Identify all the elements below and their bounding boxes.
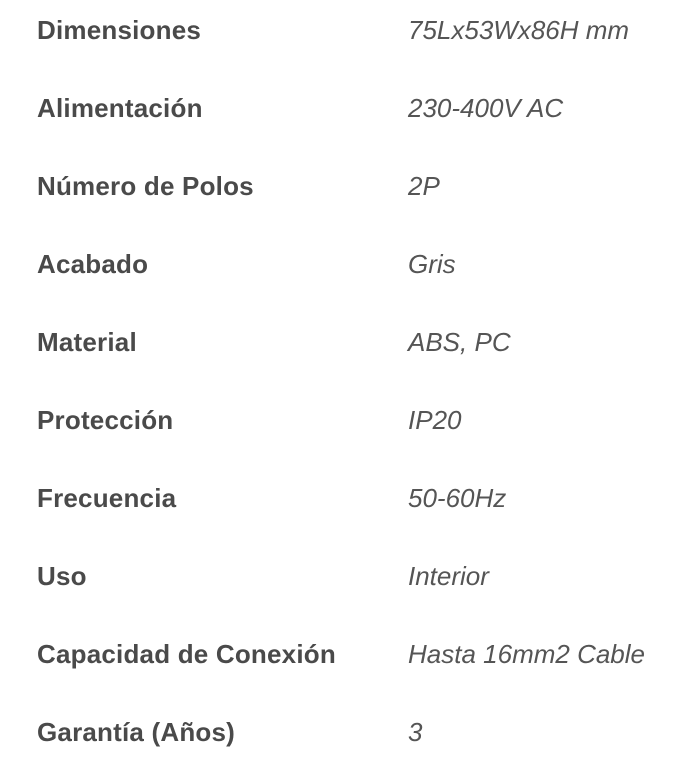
spec-label: Número de Polos (37, 171, 254, 201)
spec-row (0, 0, 680, 78)
spec-value: IP20 (408, 405, 462, 435)
spec-row (0, 546, 680, 624)
spec-row (0, 156, 680, 234)
spec-row (0, 702, 680, 760)
spec-label: Frecuencia (37, 483, 177, 513)
spec-value: 3 (408, 717, 423, 747)
spec-value: 50-60Hz (408, 483, 507, 513)
spec-label: Uso (37, 561, 87, 591)
spec-label: Dimensiones (37, 15, 202, 45)
spec-value: 2P (408, 171, 440, 201)
spec-label: Material (37, 327, 137, 357)
spec-label: Capacidad de Conexión (37, 639, 336, 669)
spec-row (0, 312, 680, 390)
spec-value: Hasta 16mm2 Cable (408, 639, 645, 669)
spec-value: Interior (408, 561, 489, 591)
spec-label: Acabado (37, 249, 149, 279)
spec-row (0, 234, 680, 312)
spec-value: 75Lx53Wx86H mm (408, 15, 630, 45)
spec-value: Gris (408, 249, 456, 279)
spec-row (0, 390, 680, 468)
spec-label: Alimentación (37, 93, 203, 123)
spec-row (0, 468, 680, 546)
spec-label: Garantía (Años) (37, 717, 236, 747)
spec-value: 230-400V AC (408, 93, 564, 123)
spec-value: ABS, PC (408, 327, 511, 357)
spec-row (0, 624, 680, 702)
spec-label: Protección (37, 405, 174, 435)
spec-row (0, 78, 680, 156)
